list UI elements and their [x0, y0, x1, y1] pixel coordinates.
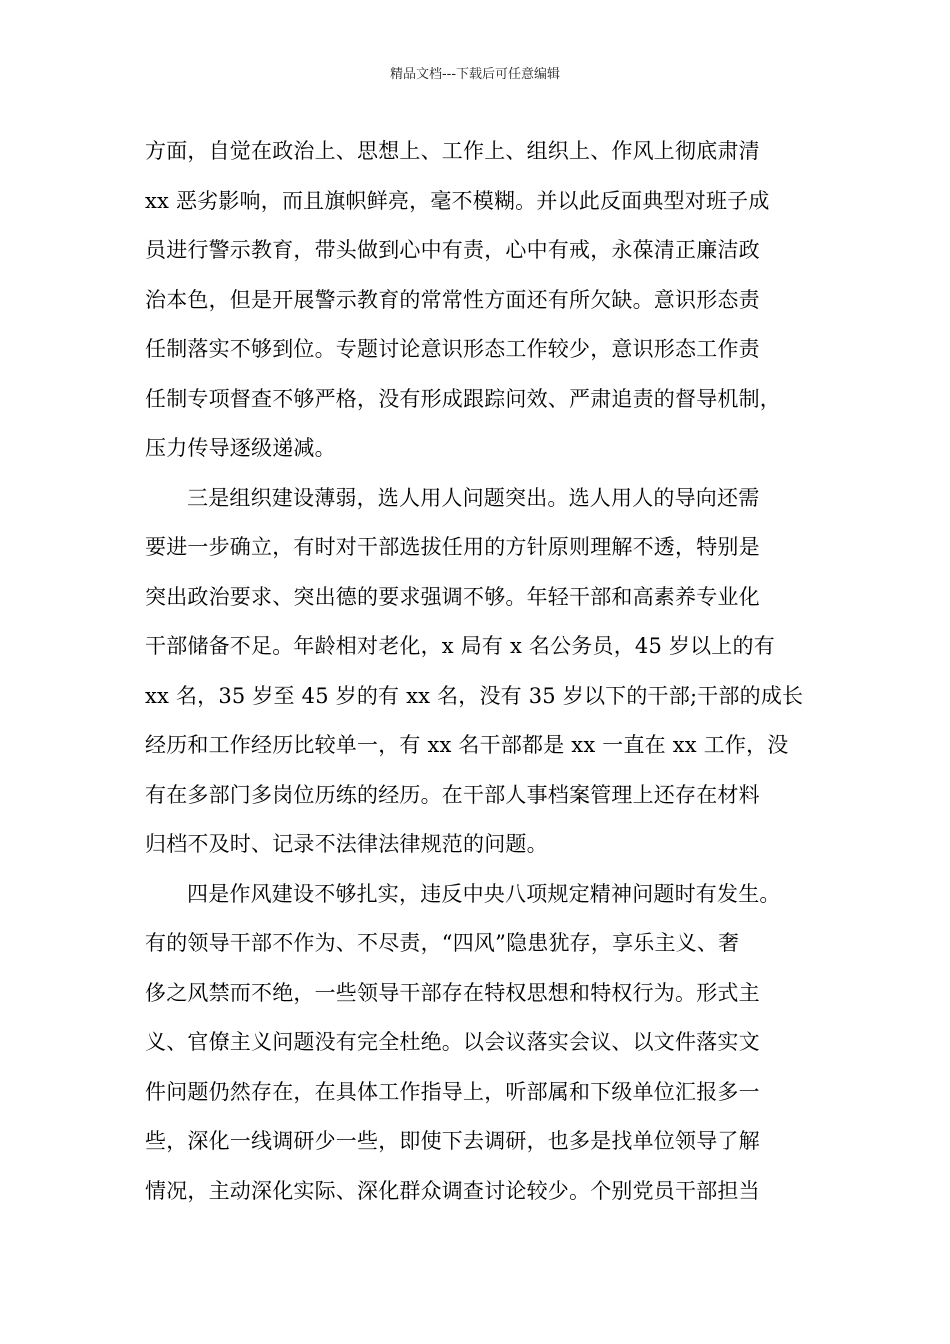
text-line: 归档不及时、记录不法律法律规范的问题。 [145, 832, 548, 856]
text-line: 压力传导逐级递减。 [145, 436, 336, 460]
text-line: 治本色，但是开展警示教育的常常性方面还有所欠缺。意识形态责 [145, 287, 760, 312]
page-header: 精品文档---下载后可任意编辑 [389, 67, 561, 82]
text-line: 员进行警示教育，带头做到心中有责，心中有戒，永葆清正廉洁政 [145, 238, 760, 262]
text-line: 干部储备不足。年龄相对老化，x 局有 x 名公务员，45 岁以上的有 [145, 634, 775, 658]
text-line: 任制落实不够到位。专题讨论意识形态工作较少，意识形态工作责 [145, 337, 760, 361]
text-line: 有的领导干部不作为、不尽责，“四风”隐患犹存，享乐主义、奢 [145, 931, 740, 955]
text-line: xx 名，35 岁至 45 岁的有 xx 名，没有 35 岁以下的干部;干部的成长 [145, 683, 804, 708]
paragraph-start-line: 三是组织建设薄弱，选人用人问题突出。选人用人的导向还需 [187, 485, 760, 510]
document-body [145, 127, 825, 1216]
text-line: 突出政治要求、突出德的要求强调不够。年轻干部和高素养专业化 [145, 584, 760, 609]
text-line: 些，深化一线调研少一些，即使下去调研，也多是找单位领导了解 [145, 1129, 760, 1153]
text-line: 义、官僚主义问题没有完全杜绝。以会议落实会议、以文件落实文 [145, 1030, 760, 1054]
paragraph-start-line: 四是作风建设不够扎实，违反中央八项规定精神问题时有发生。 [187, 881, 781, 906]
text-line: 任制专项督查不够严格，没有形成跟踪问效、严肃追责的督导机制， [145, 386, 781, 411]
text-line: 经历和工作经历比较单一，有 xx 名干部都是 xx 一直在 xx 工作，没 [145, 733, 789, 757]
text-line: 侈之风禁而不绝，一些领导干部存在特权思想和特权行为。形式主 [145, 980, 760, 1005]
text-line: 情况，主动深化实际、深化群众调查讨论较少。个别党员干部担当 [145, 1178, 760, 1203]
text-line: 要进一步确立，有时对干部选拔任用的方针原则理解不透，特别是 [145, 535, 760, 559]
text-line: 有在多部门多岗位历练的经历。在干部人事档案管理上还存在材料 [145, 782, 760, 807]
text-line: 件问题仍然存在，在具体工作指导上，听部属和下级单位汇报多一 [145, 1079, 760, 1104]
text-line: xx 恶劣影响，而且旗帜鲜亮，毫不模糊。并以此反面典型对班子成 [145, 188, 770, 213]
text-line: 方面，自觉在政治上、思想上、工作上、组织上、作风上彻底肃清 [145, 139, 760, 163]
